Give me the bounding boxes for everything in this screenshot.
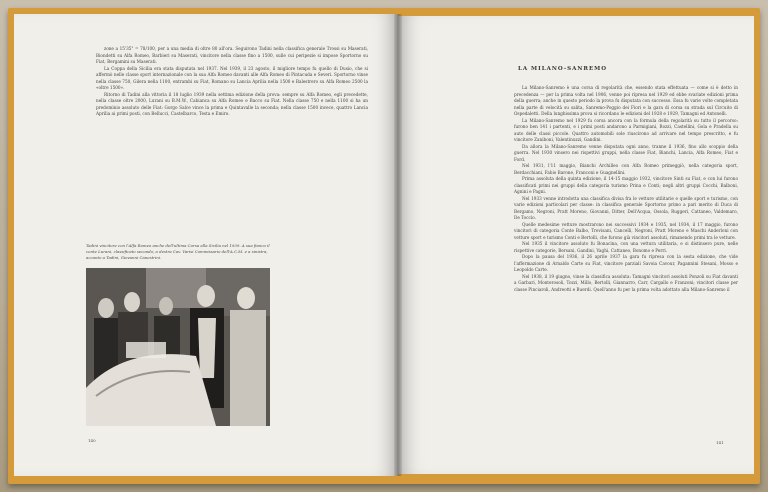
right-paragraph: Prima assoluta della quinta edizione, il 14-15 maggio 1932, vincitore Sinti su Fiat, e con lui furono classificati primi nei gruppi della categoria turismo Prina e Conti; negli altri gruppi Cocchi, Balboni, Agnini e Pagni. [514, 176, 738, 194]
right-paragraph: Dopo la pausa del 1936, il 26 aprile 1937 la gara fu ripresa con la sesta edizione, che vide l'affermazione di Arnaldo Carte su Fiat, vincitore parziali Savoia Cavour, Pagannini Stesani, Mosso e Leopoldo Carte. [514, 254, 738, 272]
right-paragraph: La Milano-Sanremo nel 1929 fu corsa ancora con la formula della regolarità su tutto il percorso: furono ben 141 i partenti, e i primi posti andarono a Parmigiani, Rozzi, Castellini, Gola e Pradella su auto delle classi piccole. Quattro automobili sole riuscirono ad arrivare nel tempo prescritto, e fu vincitore Zaniboni, Valentinuzzi, Gandini. [514, 117, 738, 142]
right-paragraph: Da allora la Milano-Sanremo venne disputata ogni anno, tranne il 1936, fino allo scoppio della guerra. Nel 1930 vinsero nei rispettivi gruppi, nella classe Fiat, Bianchi, Lancia, Alfa Romeo, Fiat e Ford. [514, 143, 738, 162]
right-paragraph: Nel 1933 venne introdotta una classifica divisa fra le vetture utilitarie e quelle sport e turismo, con varie edizioni particolari per classe: in classifica generale Sportorno primo a pari merito di Duca di Bergamo, Negroni, Pratt Moreno, Giovanni, Ditter, Dell'Acqua, Ossola, Ruggeri, Cattaneo, Valdemaro, De Toccio. [514, 195, 738, 220]
left-page-number: 140 [88, 438, 96, 443]
race-photo [86, 268, 270, 426]
left-paragraph: zone a 15'35" = 78/100, per a una media di oltre 80 all'ora. Seguirono Tadini nella classifica generale Trossi su Maserati, Biondetti su Alfa Romeo, Barbieri su Maserati, vincitore nella classe fino a 1500, sulle cui peripezie si impose Sportorno su Fiat, Bergamini su Maserati. [96, 46, 368, 64]
right-paragraph: Nel 1931, l'11 maggio, Bianchi Archilleo con Alfa Romeo primeggiò, nella categoria sport, Berdacchiani, Fabio Barone, Franconi e Guagnellini. [514, 163, 738, 175]
right-body-text [514, 85, 738, 293]
right-paragraph: Nel 1938, il 19 giugno, vinse la classifica assoluta: Tamagni vincitori assoluti Ponzoli su Fiat davanti a Garbari, Monterosoli, Tozzi, Millo, Bertolli, Giannarro, Carr, Cargallo e Franzoni; vincitori classe per classe Pinciaroli, Andreotti e Buerdi. Quell'anno fu per la prima volta adottato alla Milano-Sanremo il [514, 273, 738, 292]
photo-illustration [86, 268, 270, 426]
left-paragraph: La Coppa della Sicilia era stata disputata nel 1937. Nel 1939, il 23 agosto, il migliore tempo fu quello di Dusio, che si affermò nelle classe sport internazionale con la sua Alfa Romeo davanti alle Alfa Romeo di Pintacuda e Severi. Sportorno vinse nella classe 750, Gilera nella 1100, entrambi su Fiat, Romano su Lancia Aprilia nella 1500 e Balestrero su Alfa Romeo 2500 la «oltre 1500». [96, 65, 368, 90]
right-paragraph: Quelle medesime vetture mostrarono nei successivi 1934 e 1935, nel 1934, il 17 maggio, furono vincitori di categoria Conte Balbo, Trevisani, Cancelli, Negroni, Pratt Moreno e Maschi Anderloni con vetture sport e turismo Conti e Bertolli, che furono già vincitori assoluti, rimanendo primi tra le vetture. [514, 221, 738, 240]
left-paragraph: Ritorno di Tadini alla vittoria il 18 luglio 1939 nella settima edizione della prova: sempre su Alfa Romeo, egli precedette, nella classe oltre 2000, Lurani su B.M.W., Cabianca su Alfa Romeo e Bacco su Fiat. Nella classe 750 e nella 1100 si ha un predominio assoluto delle Fiat: Gorgo Salce vince la prima e Quintavalle la seconda; nella classe 1500 invece, quattro Lancia Aprilia ai primi posti, con Bellucci, Castelbarco, Testa e Emiro. [96, 91, 368, 116]
left-body-text [96, 46, 368, 118]
right-page-number: 141 [716, 440, 724, 445]
book-gutter [394, 14, 402, 476]
right-paragraph: Nel 1935 il vincitore assoluto fu Bonacina, con una vettura utilitaria, e si distinsero pure, nelle rispettive categorie, Bersani, Gandini, Vaghi, Cattaneo, Bonomo e Perri. [514, 241, 738, 253]
right-paragraph: La Milano-Sanremo è una corsa di regolarità che, essendo stata effettuata — come si è detto in precedenza — per la prima volta nel 1906, venne poi ripresa nel 1929 ed ebbe svariate edizioni prima della guerra; anche in questo periodo la prova fu disputata con successo. Essa fu varie volte completata nella parte di velocità su salita, Sanremo-Poggio dei Fiori e la gara di corsa su strada sul Circuito di Ospedaletti. Della lunghissima prova si ricordano le edizioni del 1928 e 1929, Tamagni ed Antonelli. [514, 85, 738, 116]
photo-caption: Tadini vincitore con l'Alfa Romeo anche dell'ultima Corsa alla Sicilia nel 1939. A sua fianco il conte Lurani, classificato secondo; a destra Cav. Varisi Commissario dell'A.C.M. e a sinistra, accanto a Tadini, Giovanni Canestrini. [86, 243, 270, 260]
running-head: LA MILANO-SANREMO [518, 66, 608, 72]
